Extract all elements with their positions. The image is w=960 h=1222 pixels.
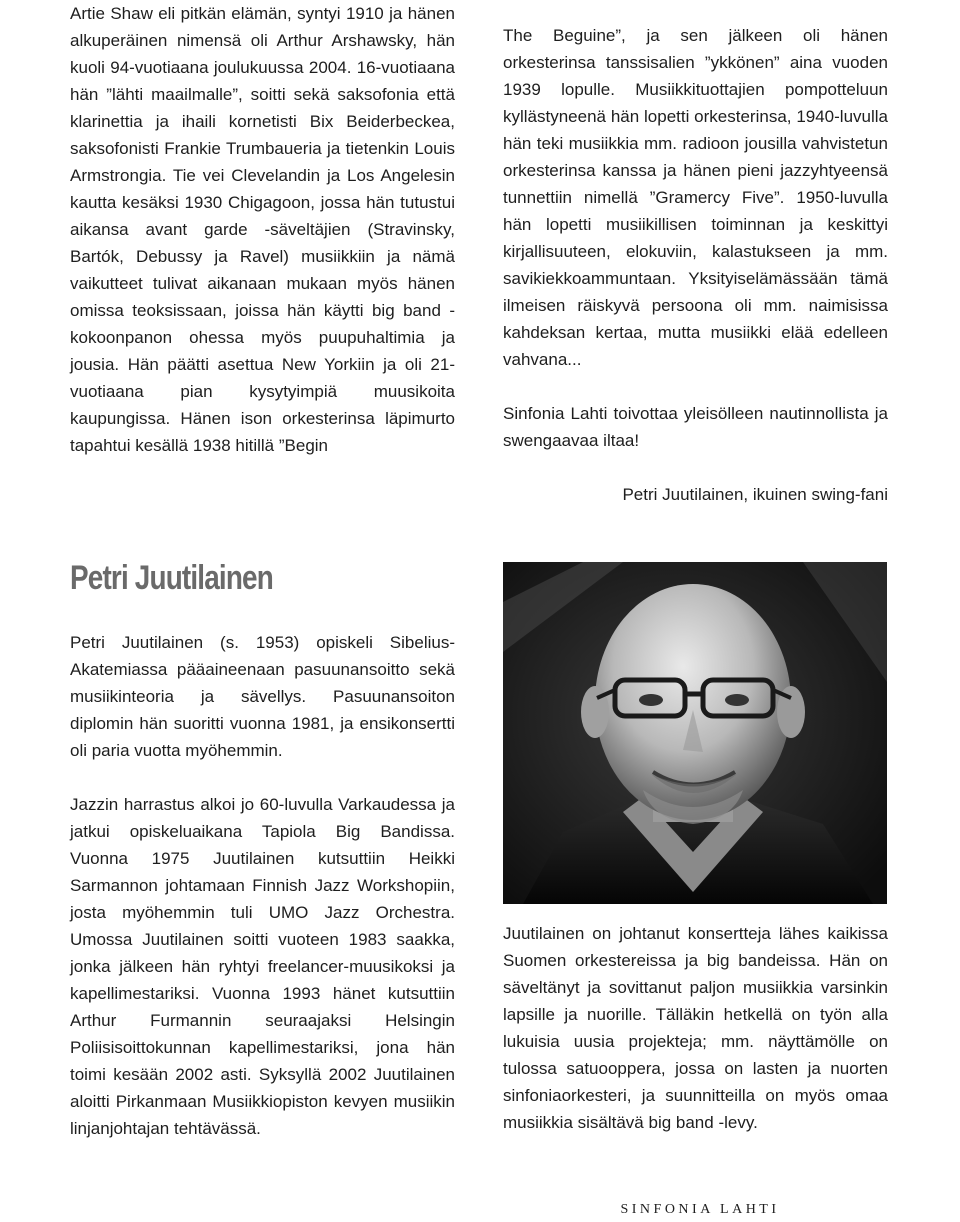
bio-paragraph: Juutilainen on johtanut konsertteja lähes kaikissa Suomen orkestereissa ja big bandeissa. Hän on säveltänyt ja sovittanut paljon musiikkia varsinkin lapsille ja nuorille. Tälläkin hetkellä on työn alla lukuisia uusia projekteja; mm. näyttämölle on tulossa satuooppera, jossa on lasten ja nuorten sinfoniaorkesteri, ja suunnitteilla on myös omaa musiikkia sisältävä big band -levy.	[503, 924, 888, 1132]
portrait-image	[503, 562, 887, 904]
bio-column-left	[70, 629, 455, 1142]
footer-logo: SINFONIA LAHTI	[620, 1202, 780, 1217]
bio-column-right	[503, 920, 888, 1136]
bio-heading: Petri Juutilainen	[70, 559, 273, 597]
closing-wish: Sinfonia Lahti toivottaa yleisölleen nautinnollista ja swengaavaa iltaa!	[503, 404, 888, 450]
bio-paragraph: Jazzin harrastus alkoi jo 60-luvulla Varkaudessa ja jatkui opiskeluaikana Tapiola Big Bandissa. Vuonna 1975 Juutilainen kutsuttiin Heikki Sarmannon johtamaan Finnish Jazz Workshopiin, josta myöhemmin tuli UMO Jazz Orchestra. Umossa Juutilainen soitti vuoteen 1983 saakka, jonka jälkeen hän ryhtyi freelancer-muusikoksi ja kapellimestariksi. Vuonna 1993 hänet kutsuttiin Arthur Furmannin seuraajaksi Helsingin Poliisisoittokunnan kapellimestariksi, jona hän toimi kesään 2002 asti. Syksyllä 2002 Juutilainen aloitti Pirkanmaan Musiikkiopiston kevyen musiikin linjanjohtajan tehtävässä.	[70, 795, 455, 1138]
portrait-photo	[503, 562, 887, 904]
article-column-top-left	[70, 0, 455, 459]
bio-paragraph: Petri Juutilainen (s. 1953) opiskeli Sibelius-Akatemiassa pääaineenaan pasuunansoitto sekä musiikinteoria ja sävellys. Pasuunansoiton diplomin hän suoritti vuonna 1981, ja ensikonsertti oli paria vuotta myöhemmin.	[70, 633, 455, 760]
article-paragraph: Artie Shaw eli pitkän elämän, syntyi 1910 ja hänen alkuperäinen nimensä oli Arthur Arshawsky, hän kuoli 94-vuotiaana joulukuussa 2004. 16-vuotiaana hän ”lähti maailmalle”, soitti sekä saksofonia että klarinettia ja ihaili kornetisti Bix Beiderbeckea, saksofonisti Frankie Trumbaueria ja tietenkin Louis Armstrongia. Tie vei Clevelandin ja Los Angelesin kautta kesäksi 1930 Chigagoon, jossa hän tutustui aikansa avant garde -säveltäjien (Stravinsky, Bartók, Debussy ja Ravel) musiikkiin ja nämä vaikutteet tulivat aikanaan mukaan myös hänen omissa teoksissaan, joissa hän käytti big band -kokoonpanon ohessa myös puupuhaltimia ja jousia. Hän päätti asettua New Yorkiin ja oli 21-vuotiaana pian kysytyimpiä muusikoita kaupungissa. Hänen ison orkesterinsa läpimurto tapahtui kesällä 1938 hitillä ”Begin	[70, 4, 455, 455]
article-paragraph: The Beguine”, ja sen jälkeen oli hänen orkesterinsa tanssisalien ”ykkönen” aina vuoden 1939 lopulle. Musiikkituottajien pompotteluun kyllästyneenä hän lopetti orkesterinsa, 1940-luvulla hän teki musiikkia mm. radioon jousilla vahvistetun orkesterinsa kanssa ja hänen pieni jazzyhtyeensä tunnettiin nimellä ”Gramercy Five”. 1950-luvulla hän lopetti musiikillisen toiminnan ja keskittyi kirjallisuuteen, elokuviin, kalastukseen ja mm. savikiekkoammuntaan. Yksityiselämässään tämä ilmeisen räiskyvä persoona oli mm. naimisissa kahdeksan kertaa, mutta musiikki elää edelleen vahvana...	[503, 26, 888, 369]
author-signature: Petri Juutilainen, ikuinen swing-fani	[622, 485, 888, 504]
article-column-top-right	[503, 22, 888, 508]
